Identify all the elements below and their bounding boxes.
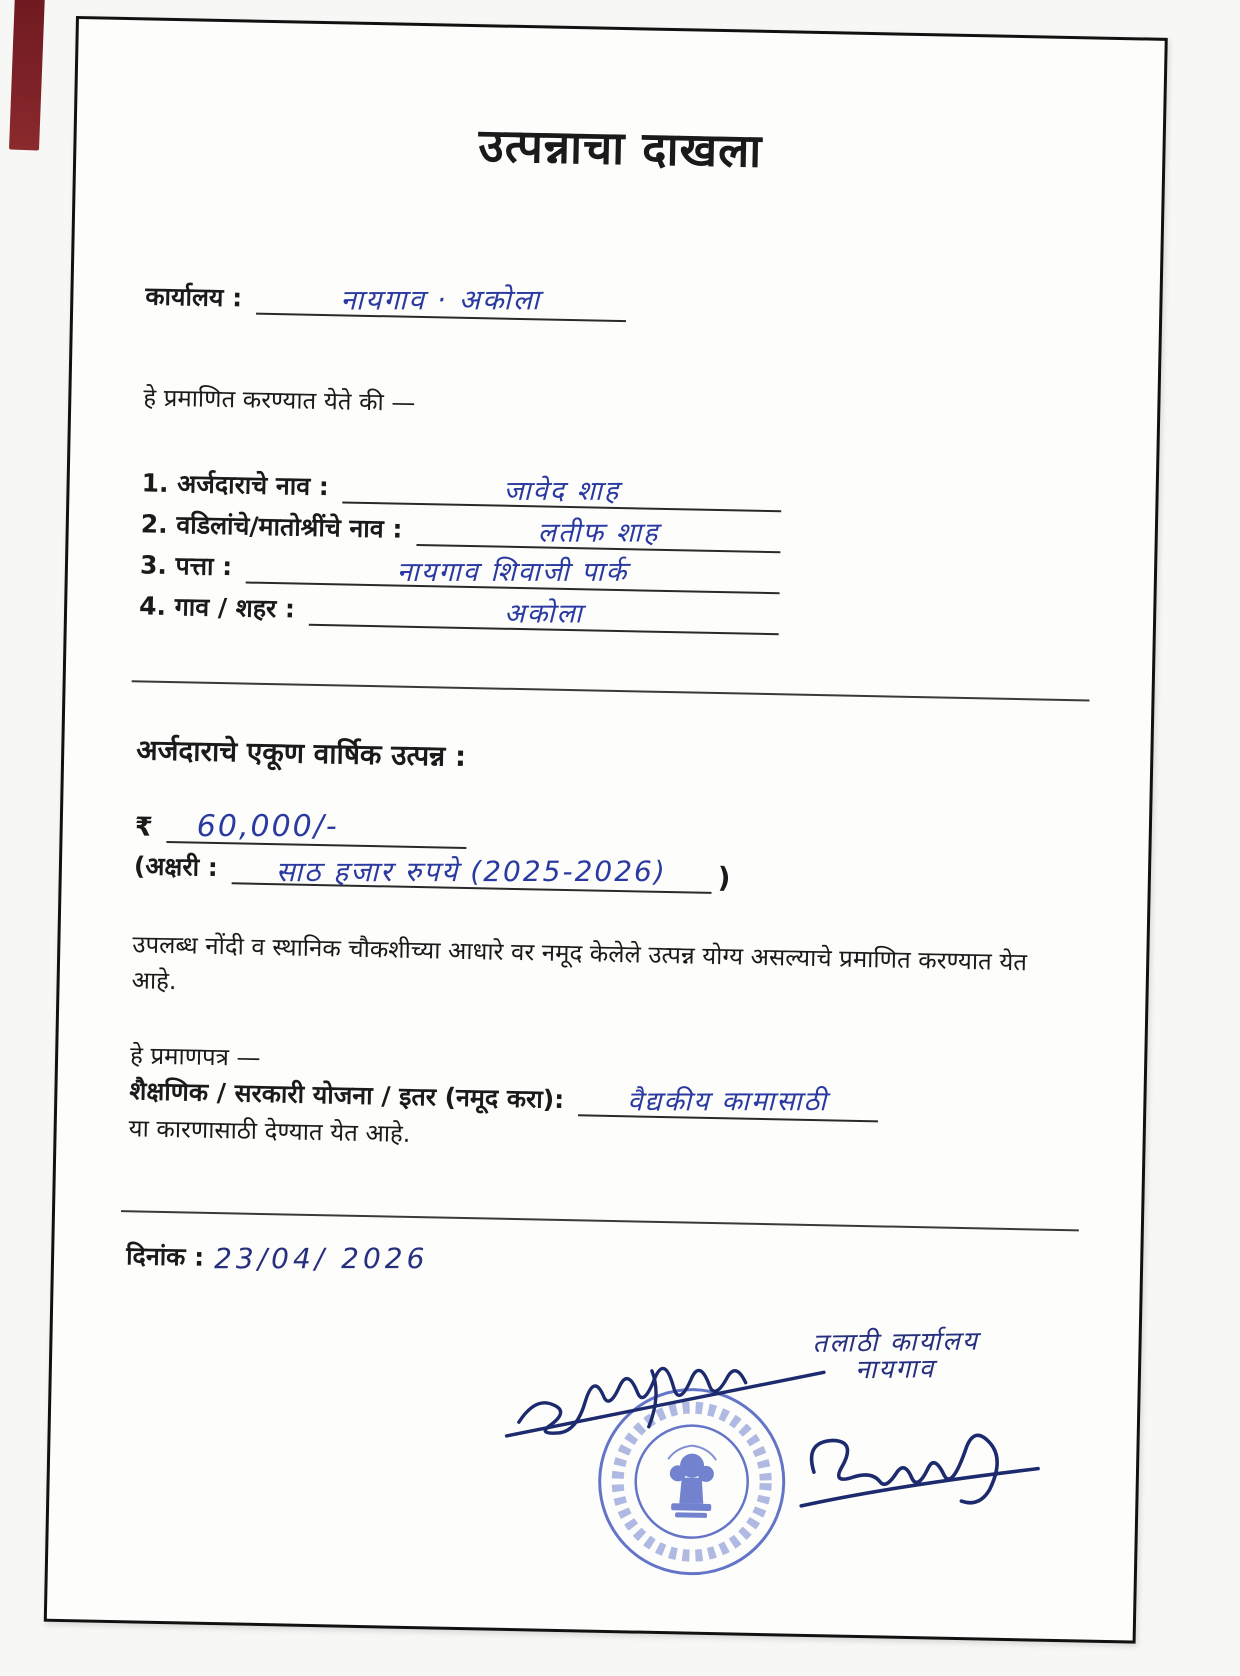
purpose-outro: या कारणासाठी देण्यात येत आहे. xyxy=(128,1113,411,1148)
date-row xyxy=(126,1238,1070,1291)
field-value-handwritten: नायगाव शिवाजी पार्क xyxy=(397,556,629,588)
field-value-handwritten: लतीफ शाह xyxy=(537,517,660,549)
amount-field-line xyxy=(167,809,468,849)
section-divider xyxy=(121,1210,1079,1231)
applicant-fields xyxy=(139,465,782,635)
field-line xyxy=(343,473,782,512)
field-label: 3. पत्ता : xyxy=(139,550,233,582)
field-father-mother-name xyxy=(140,506,781,553)
field-label: 1. अर्जदाराचे नाव : xyxy=(141,468,330,502)
verification-text: उपलब्ध नोंदी व स्थानिक चौकशीच्या आधारे वर नमूद केलेले उत्पन्न योग्य असल्याचे प्रमाणित करण्यात येत आहे. xyxy=(131,929,1028,995)
in-words-field-line xyxy=(231,852,712,893)
field-label: 4. गाव / शहर : xyxy=(138,591,296,624)
date-label: दिनांक : xyxy=(125,1240,205,1272)
field-address xyxy=(140,547,781,594)
office-value-handwritten: नायगाव · अकोला xyxy=(340,282,542,317)
signature-right xyxy=(793,1413,1055,1528)
in-words-label: (अक्षरी : xyxy=(133,850,219,882)
office-row xyxy=(145,278,1089,331)
field-label: 2. वडिलांचे/मातोश्रींचे नाव : xyxy=(140,509,403,544)
rupee-symbol: ₹ xyxy=(134,811,154,843)
field-value-handwritten: जावेद शाह xyxy=(503,475,621,507)
office-label: कार्यालय : xyxy=(145,281,243,313)
date-value-handwritten: 23/04/ 2026 xyxy=(214,1241,429,1275)
certificate-frame xyxy=(44,16,1168,1644)
in-words-value-handwritten: साठ हजार रुपये (2025-2026) xyxy=(276,855,668,889)
certify-intro: हे प्रमाणित करण्यात येते की — xyxy=(143,383,416,417)
field-value-handwritten: अकोला xyxy=(504,598,584,630)
page-title: उत्पन्नाचा दाखला xyxy=(478,118,763,178)
office-note-line1-handwritten: तलाठी कार्यालय xyxy=(812,1325,980,1359)
income-heading: अर्जदाराचे एकूण वार्षिक उत्पन्न : xyxy=(135,733,467,773)
office-field-line xyxy=(256,281,627,322)
amount-value-handwritten: 60,000/- xyxy=(196,808,339,845)
purpose-value-handwritten: वैद्यकीय कामासाठी xyxy=(627,1086,829,1118)
field-village-city xyxy=(139,588,780,635)
section-divider xyxy=(132,680,1090,701)
field-line xyxy=(309,595,780,635)
purpose-label: शैक्षणिक / सरकारी योजना / इतर (नमूद करा): xyxy=(129,1075,565,1114)
scan-artifact-strip xyxy=(9,0,45,151)
field-applicant-name xyxy=(141,465,782,512)
purpose-intro: हे प्रमाणपत्र — xyxy=(129,1040,261,1072)
in-words-close-paren: ) xyxy=(717,860,731,894)
office-note-line2-handwritten: नायगाव xyxy=(854,1353,936,1386)
field-line xyxy=(416,516,781,554)
field-line xyxy=(246,553,780,594)
right-office-note xyxy=(812,1325,980,1386)
purpose-field-line xyxy=(578,1085,879,1121)
signature-left xyxy=(500,1337,832,1464)
signature-area xyxy=(118,1312,1068,1661)
